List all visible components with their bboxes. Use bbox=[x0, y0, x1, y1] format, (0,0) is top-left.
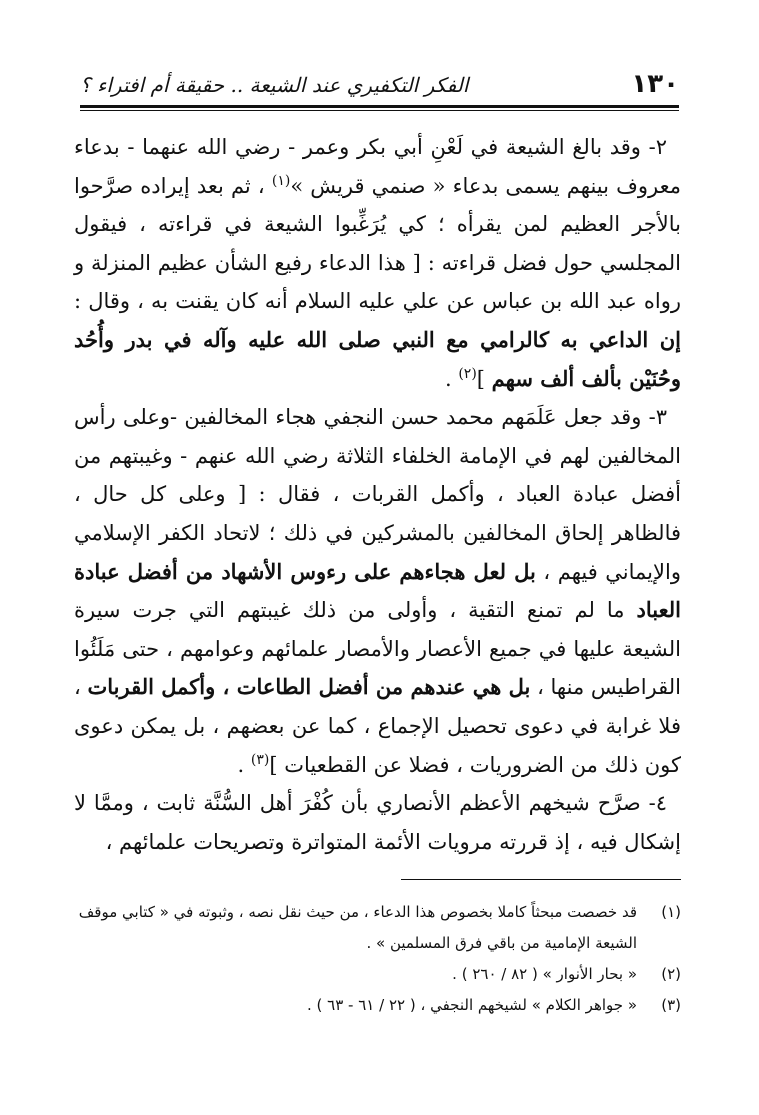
footnote-ref: (١) bbox=[271, 172, 291, 189]
paragraph-3 bbox=[74, 398, 681, 784]
footnote-text: « جواهر الكلام » لشيخهم النجفي ، ( ٢٢ / ٦١ - ٦٣ ) . bbox=[307, 996, 637, 1014]
footnote-2 bbox=[74, 959, 681, 990]
footnote-1 bbox=[74, 897, 681, 959]
text-span: ٣- وقد جعل عَلَمَهم محمد حسن النجفي هجاء المخالفين -وعلى رأس المخالفين لهم في الإمامة الخلفاء الثلاثة رضي الله عنهم - وغيبتهم من أفضل عبادة العباد ، وأكمل القربات ، فقال : [ وعلى كل حال ، فالظاهر إلحاق المخالفين بالمشركين في ذلك ؛ لاتحاد الكفر الإسلامي والإيماني فيهم ، bbox=[74, 405, 681, 584]
text-span: ٤- صرَّح شيخهم الأعظم الأنصاري بأن كُفْرَ أهل السُّنَّة ثابت ، وممَّا لا إشكال فيه ، إذ قررته مرويات الأئمة المتواترة وتصريحات علمائهم ، bbox=[74, 791, 681, 854]
footnote-separator bbox=[401, 879, 681, 880]
text-span: ، فلا غرابة في دعوى تحصيل الإجماع ، كما عن بعضهم ، بل يمكن دعوى كون ذلك من الضروريات ، فضلا عن القطعيات ] bbox=[74, 675, 681, 777]
bold-quote: إن الداعي به كالرامي مع النبي صلى الله عليه وآله في بدر وأُحُد وحُنَيْن بألف ألف سهم bbox=[74, 326, 681, 391]
footnote-text: قد خصصت مبحثاً كاملا بخصوص هذا الدعاء ، من حيث نقل نصه ، وثبوته في « كتابي موقف الشيعة الإمامية من باقي فرق المسلمين » . bbox=[78, 903, 637, 952]
footnote-ref: (٣) bbox=[250, 751, 270, 768]
text-span: ما لم تمنع التقية ، وأولى من ذلك غيبتهم التي جرت سيرة الشيعة عليها في جميع الأعصار والأمصار علمائهم وعوامهم ، حتى مَلَئُوا القراطيس منها ، bbox=[74, 598, 681, 700]
paragraph-2 bbox=[74, 128, 681, 398]
footnote-number: (٣) bbox=[661, 996, 681, 1014]
header-rule bbox=[80, 105, 679, 108]
text-span: . bbox=[444, 366, 459, 391]
text-span: . bbox=[237, 752, 251, 777]
page-header bbox=[80, 66, 679, 106]
footnote-text: « بحار الأنوار » ( ٨٢ / ٢٦٠ ) . bbox=[452, 965, 637, 983]
footnote-3 bbox=[74, 990, 681, 1021]
text-span: ، ثم بعد إيراده صرَّحوا بالأجر العظيم لمن يقرأه ؛ كي يُرَغِّبوا الشيعة في قراءته ، فيقول المجلسي حول فضل قراءته : [ هذا الدعاء رفيع الشأن عظيم المنزلة و رواه عبد الله بن عباس عن علي عليه السلام أنه كان يقنت به ، وقال : bbox=[74, 173, 681, 314]
text-span: ] bbox=[476, 366, 492, 391]
footnotes bbox=[74, 897, 681, 1021]
footnote-number: (٢) bbox=[661, 965, 681, 983]
text-span: ٢- وقد بالغ الشيعة في لَعْنِ أبي بكر وعمر - رضي الله عنهما - بدعاء معروف بينهم يسمى بدعاء « صنمي قريش » bbox=[74, 135, 681, 198]
bold-quote: بل لعل هجاءهم على رءوس الأشهاد من أفضل عبادة العباد bbox=[74, 558, 681, 623]
running-title: الفكر التكفيري عند الشيعة .. حقيقة أم افتراء ؟ bbox=[80, 73, 469, 97]
page-number: ١٣٠ bbox=[631, 69, 679, 99]
footnote-number: (١) bbox=[661, 903, 681, 921]
paragraph-4 bbox=[74, 784, 681, 861]
footnote-ref: (٢) bbox=[458, 365, 477, 382]
header-rule-thin bbox=[80, 110, 679, 111]
main-text bbox=[74, 128, 681, 861]
bold-quote: بل هي عندهم من أفضل الطاعات ، وأكمل القربات bbox=[87, 674, 531, 700]
